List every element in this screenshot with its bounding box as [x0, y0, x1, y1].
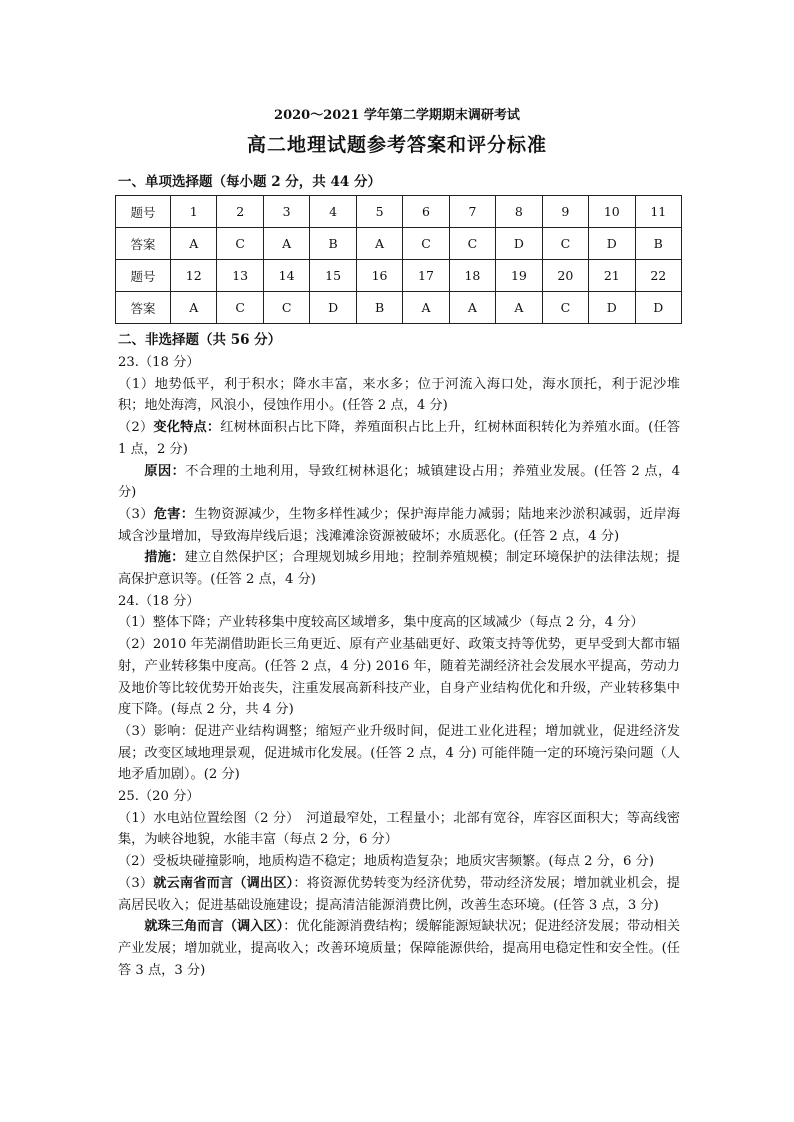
- table-cell: 19: [496, 260, 542, 292]
- table-cell: D: [310, 292, 356, 324]
- table-cell: 18: [449, 260, 495, 292]
- row-label: 题号: [116, 196, 171, 228]
- table-cell: A: [171, 292, 217, 324]
- answer-table: [115, 195, 682, 324]
- table-cell: C: [217, 228, 263, 260]
- table-cell: 6: [403, 196, 449, 228]
- table-cell: 16: [356, 260, 402, 292]
- q25-yunnan-label: 就云南省而言（调出区）: [153, 875, 294, 891]
- table-cell: D: [635, 292, 681, 324]
- table-cell: D: [589, 292, 635, 324]
- table-cell: 7: [449, 196, 495, 228]
- table-row: [116, 228, 682, 260]
- table-cell: A: [263, 228, 309, 260]
- table-cell: A: [356, 228, 402, 260]
- table-cell: 22: [635, 260, 681, 292]
- table-cell: 20: [542, 260, 588, 292]
- table-cell: C: [449, 228, 495, 260]
- table-cell: 2: [217, 196, 263, 228]
- q24-head: 24.（18 分）: [118, 593, 200, 609]
- exam-name: 2020～2021 学年第二学期期末调研考试: [274, 108, 520, 123]
- q23-part3: （3）危害：生物资源减少，生物多样性减少；保护海岸能力减弱；陆地来沙淤积减弱，近岸海域含沙量增加，导致海岸线后退；浅滩滩涂资源被破坏；水质恶化。(任答 2 点，4 分): [118, 506, 681, 544]
- q23-harm-label: 危害：: [153, 506, 195, 522]
- q23-part1: （1）地势低平，利于积水；降水丰富，来水多；位于河流入海口处，海水顶托，利于泥沙堆积；地处海湾，风浪小，侵蚀作用小。(任答 2 点，4 分): [118, 376, 680, 414]
- table-row: [116, 292, 682, 324]
- table-cell: D: [589, 228, 635, 260]
- table-cell: B: [356, 292, 402, 324]
- table-cell: D: [496, 228, 542, 260]
- table-cell: B: [635, 228, 681, 260]
- q25-head: 25.（20 分）: [118, 789, 200, 805]
- table-cell: A: [449, 292, 495, 324]
- q23-measures-label: 措施：: [144, 550, 185, 566]
- table-cell: 1: [171, 196, 217, 228]
- table-cell: 14: [263, 260, 309, 292]
- table-cell: 10: [589, 196, 635, 228]
- table-cell: 15: [310, 260, 356, 292]
- table-cell: 4: [310, 196, 356, 228]
- table-cell: C: [542, 292, 588, 324]
- q24-part3: （3）影响：促进产业结构调整；缩短产业升级时间，促进工业化进程；增加就业，促进经济发展；改变区域地理景观，促进城市化发展。(任答 2 点，4 分) 可能伴随一定的环境污染问题（人地矛盾加剧）。(2 分): [118, 723, 680, 783]
- table-cell: A: [403, 292, 449, 324]
- q25-part2: （2）受板块碰撞影响，地质构造不稳定；地质构造复杂；地质灾害频繁。(每点 2 分，6 分): [118, 854, 654, 870]
- q25-prd: 就珠三角而言（调入区）：优化能源消费结构；缓解能源短缺状况；促进经济发展；带动相关产业发展；增加就业，提高收入；改善环境质量；保障能源供给，提高用电稳定性和安全性。(任答 3 点，3 分): [118, 919, 681, 978]
- q23-part2: （2）变化特点：红树林面积占比下降，养殖面积占比上升，红树林面积转化为养殖水面。(任答 1 点，2 分): [118, 420, 681, 457]
- q25-part3: （3）就云南省而言（调出区）：将资源优势转变为经济优势，带动经济发展；增加就业机会，提高居民收入；促进基础设施建设；提高清洁能源消费比例，改善生态环境。(任答 3 点，3 分): [118, 875, 680, 913]
- q24-part1: （1）整体下降；产业转移集中度较高区域增多，集中度高的区域减少（每点 2 分，4 分）: [118, 615, 644, 631]
- table-cell: 3: [263, 196, 309, 228]
- q23-head: 23.（18 分）: [118, 355, 200, 370]
- table-cell: A: [496, 292, 542, 324]
- table-cell: 17: [403, 260, 449, 292]
- q23-reason-label: 原因：: [144, 463, 186, 479]
- q23-measures: 措施：建立自然保护区；合理规划城乡用地；控制养殖规模；制定环境保护的法律法规；提高保护意识等。(任答 2 点，4 分): [118, 550, 680, 588]
- table-cell: 5: [356, 196, 402, 228]
- q25-part1: （1）水电站位置绘图（2 分） 河道最窄处，工程量小；北部有宽谷，库容区面积大；等高线密集，为峡谷地貌，水能丰富（每点 2 分，6 分）: [118, 810, 680, 848]
- row-label: 题号: [116, 260, 171, 292]
- table-cell: 13: [217, 260, 263, 292]
- q23-change-label: 变化特点：: [153, 420, 221, 436]
- table-cell: 9: [542, 196, 588, 228]
- table-cell: 11: [635, 196, 681, 228]
- table-cell: 21: [589, 260, 635, 292]
- table-cell: B: [310, 228, 356, 260]
- row-label: 答案: [116, 228, 171, 260]
- q24-part2: （2）2010 年芜湖借助距长三角更近、原有产业基础更好、政策支持等优势，更早受到大都市辐射，产业转移集中度高。(任答 2 点，4 分) 2016 年，随着芜湖经济社会发展水平提高，劳动力及地价等比较优势开始丧失，注重发展高新科技产业，自身产业结构优化和升级，产业转移集中度下降。(每点 2 分，共 4 分): [118, 637, 680, 718]
- section2-title: 二、非选择题（共 56 分）: [118, 332, 282, 348]
- table-row: [116, 260, 682, 292]
- table-cell: 8: [496, 196, 542, 228]
- answer-body: [118, 352, 680, 981]
- page-title: 高二地理试题参考答案和评分标准: [246, 134, 547, 156]
- row-label: 答案: [116, 292, 171, 324]
- table-cell: C: [542, 228, 588, 260]
- section1-title: 一、单项选择题（每小题 2 分，共 44 分）: [118, 174, 381, 190]
- table-row: [116, 196, 682, 228]
- table-cell: 12: [171, 260, 217, 292]
- table-cell: C: [263, 292, 309, 324]
- q25-prd-label: 就珠三角而言（调入区）: [144, 919, 284, 935]
- table-cell: C: [217, 292, 263, 324]
- table-cell: A: [171, 228, 217, 260]
- q23-reason: 原因：不合理的土地利用，导致红树林退化；城镇建设占用；养殖业发展。(任答 2 点，4 分): [118, 463, 681, 501]
- table-cell: C: [403, 228, 449, 260]
